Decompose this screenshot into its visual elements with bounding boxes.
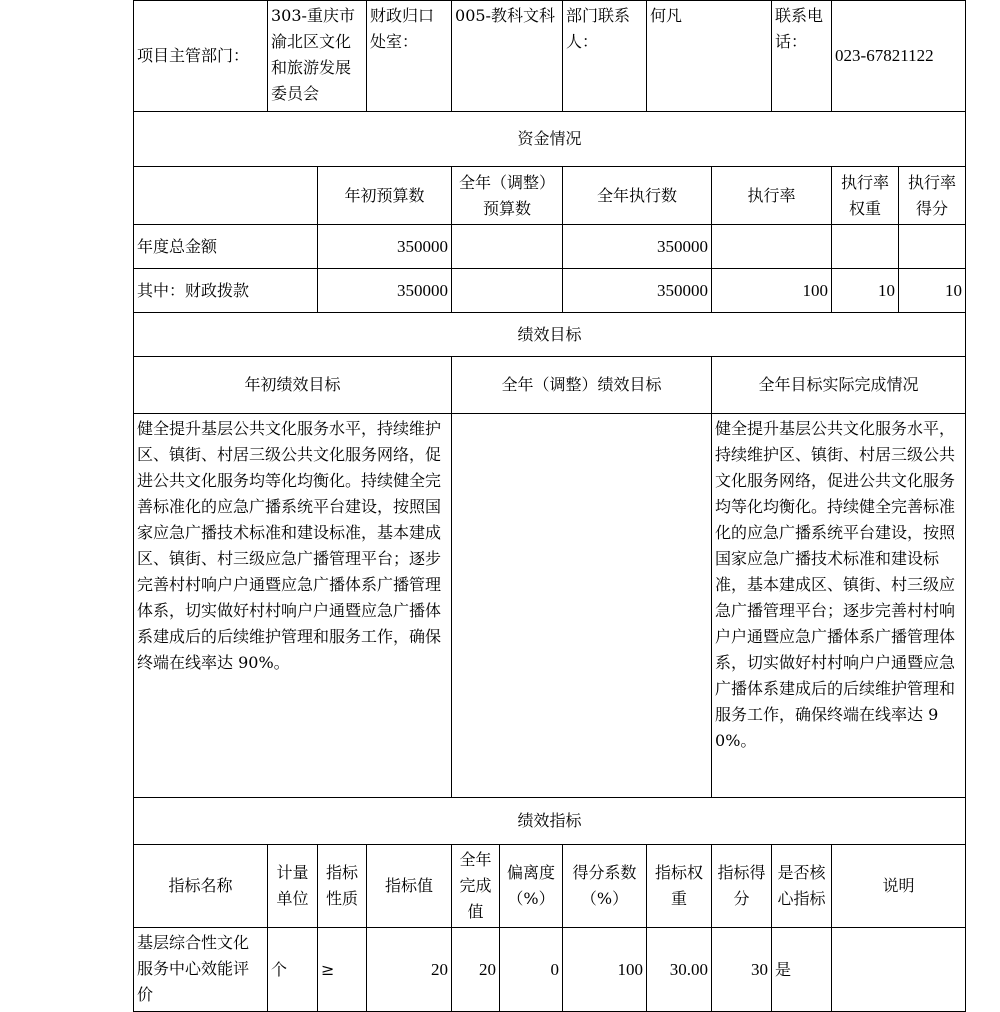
indicator-unit: 个 (268, 928, 318, 1012)
initial-goal-text: 健全提升基层公共文化服务水平，持续维护区、镇街、村居三级公共文化服务网络，促进公共文化服务均等化均衡化。持续健全完善标准化的应急广播系统平台建设，按照国家应急广播技术标准和建设标准，基本建成区、镇街、村三级应急广播管理平台；逐步完善村村响户户通暨应急广播体系广播管理体系，切实做好村村响户户通暨应急广播体系建成后的后续维护管理和服务工作，确保终端在线率达 90%。 (134, 414, 452, 798)
col-adjusted-budget: 全年（调整）预算数 (452, 167, 563, 225)
indicators-section-row (134, 798, 966, 845)
exec-rate-value (712, 225, 832, 269)
goals-header-row (134, 357, 966, 414)
rate-weight-value (832, 225, 899, 269)
funds-header-row (134, 167, 966, 225)
rate-score-value (899, 225, 966, 269)
goals-content-row (134, 414, 966, 798)
col-rate-weight: 执行率权重 (832, 167, 899, 225)
indicator-value: 20 (367, 928, 452, 1012)
col-initial-goal: 年初绩效目标 (134, 357, 452, 414)
funds-section-title: 资金情况 (134, 112, 966, 167)
indicator-core: 是 (772, 928, 832, 1012)
funds-row-fiscal (134, 269, 966, 313)
header-row (134, 1, 966, 112)
funds-row-label: 年度总金额 (134, 225, 318, 269)
adjusted-budget-value (452, 225, 563, 269)
col-core: 是否核心指标 (772, 845, 832, 928)
col-coefficient: 得分系数（%） (563, 845, 647, 928)
executed-value: 350000 (563, 225, 712, 269)
indicator-note (832, 928, 966, 1012)
indicator-row (134, 928, 966, 1012)
col-weight: 指标权重 (647, 845, 712, 928)
exec-rate-value: 100 (712, 269, 832, 313)
adjusted-budget-value (452, 269, 563, 313)
initial-budget-value: 350000 (318, 269, 452, 313)
rate-weight-value: 10 (832, 269, 899, 313)
performance-table (133, 0, 966, 1012)
adjusted-goal-text (452, 414, 712, 798)
contact-value: 何凡 (647, 1, 772, 112)
col-score: 指标得分 (712, 845, 772, 928)
indicator-weight: 30.00 (647, 928, 712, 1012)
col-completed: 全年完成值 (452, 845, 500, 928)
phone-label: 联系电话： (772, 1, 832, 112)
phone-value: 023-67821122 (832, 1, 966, 112)
actual-goal-text: 健全提升基层公共文化服务水平，持续维护区、镇街、村居三级公共文化服务网络，促进公共文化服务均等化均衡化。持续健全完善标准化的应急广播系统平台建设，按照国家应急广播技术标准和建设标准，基本建成区、镇街、村三级应急广播管理平台；逐步完善村村响户户通暨应急广播体系广播管理体系，切实做好村村响户户通暨应急广播体系建成后的后续维护管理和服务工作，确保终端在线率达 90%。 (712, 414, 966, 798)
col-adjusted-goal: 全年（调整）绩效目标 (452, 357, 712, 414)
goals-section-row (134, 313, 966, 357)
col-exec-rate: 执行率 (712, 167, 832, 225)
col-indicator-value: 指标值 (367, 845, 452, 928)
dept-value: 303-重庆市渝北区文化和旅游发展委员会 (268, 1, 367, 112)
indicator-score: 30 (712, 928, 772, 1012)
col-indicator-name: 指标名称 (134, 845, 268, 928)
funds-row-label: 其中：财政拨款 (134, 269, 318, 313)
executed-value: 350000 (563, 269, 712, 313)
funds-section-row (134, 112, 966, 167)
indicator-nature: ≥ (318, 928, 367, 1012)
col-initial-budget: 年初预算数 (318, 167, 452, 225)
col-actual-goal: 全年目标实际完成情况 (712, 357, 966, 414)
performance-report-document (133, 0, 965, 1012)
indicator-deviation: 0 (500, 928, 563, 1012)
col-unit: 计量单位 (268, 845, 318, 928)
indicator-completed: 20 (452, 928, 500, 1012)
indicator-name: 基层综合性文化服务中心效能评价 (134, 928, 268, 1012)
col-executed: 全年执行数 (563, 167, 712, 225)
indicators-header-row (134, 845, 966, 928)
contact-label: 部门联系人： (563, 1, 647, 112)
col-deviation: 偏离度（%） (500, 845, 563, 928)
funds-header-blank (134, 167, 318, 225)
col-note: 说明 (832, 845, 966, 928)
col-rate-score: 执行率得分 (899, 167, 966, 225)
funds-row-total (134, 225, 966, 269)
rate-score-value: 10 (899, 269, 966, 313)
initial-budget-value: 350000 (318, 225, 452, 269)
indicators-section-title: 绩效指标 (134, 798, 966, 845)
indicator-coefficient: 100 (563, 928, 647, 1012)
col-nature: 指标性质 (318, 845, 367, 928)
goals-section-title: 绩效目标 (134, 313, 966, 357)
office-value: 005-教科文科 (452, 1, 563, 112)
dept-label: 项目主管部门： (134, 1, 268, 112)
office-label: 财政归口处室： (367, 1, 452, 112)
